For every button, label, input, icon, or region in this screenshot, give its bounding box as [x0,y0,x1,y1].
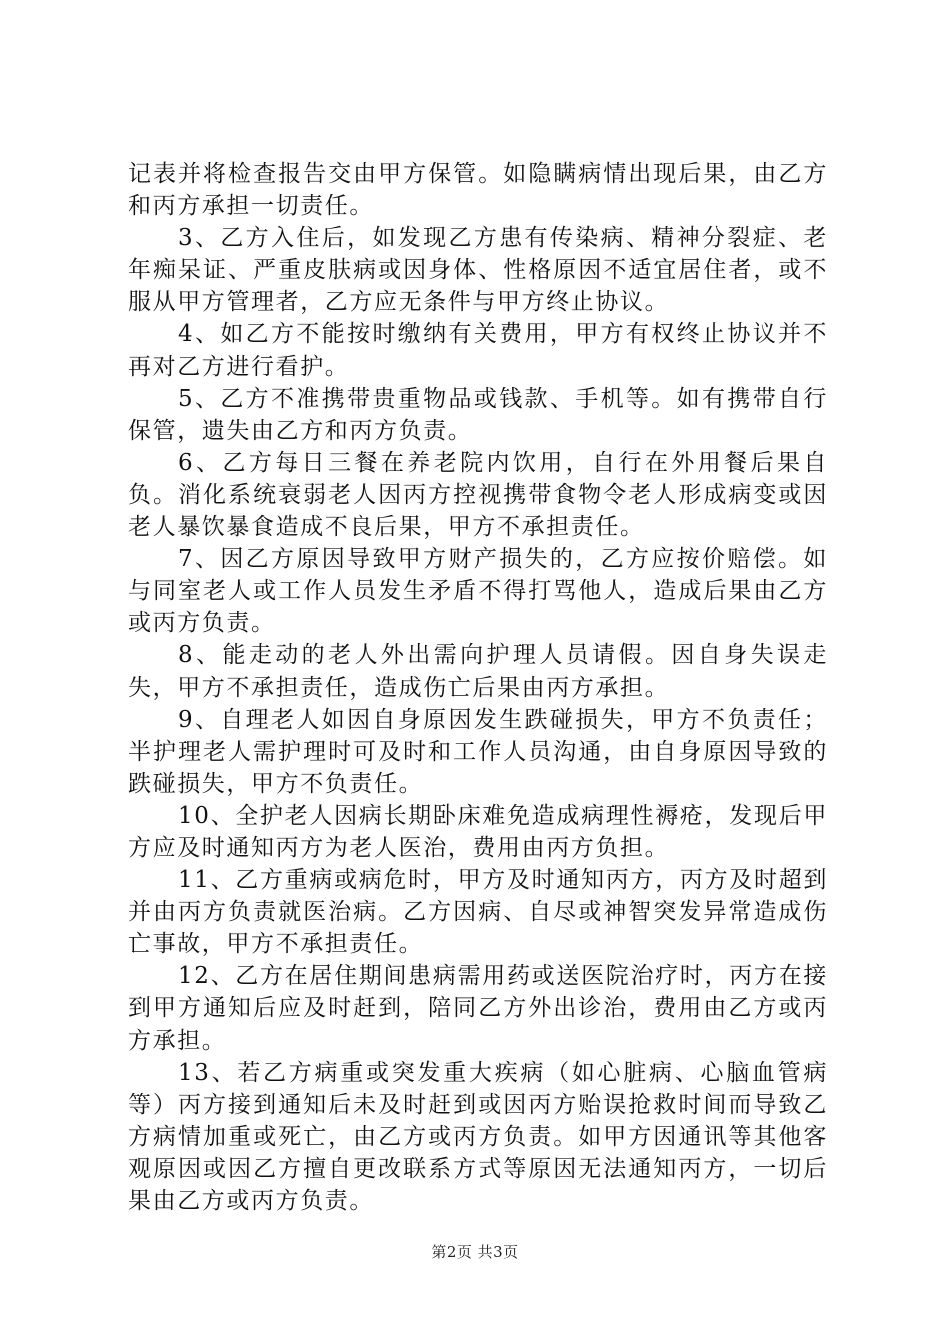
clause-7: 7、因乙方原因导致甲方财产损失的，乙方应按价赔偿。如与同室老人或工作人员发生矛盾不得打骂他人，造成后果由乙方或丙方负责。 [128,546,828,637]
clause-10: 10、全护老人因病长期卧床难免造成病理性褥疮，发现后甲方应及时通知丙方为老人医治，费用由丙方负担。 [128,802,828,861]
page-number: 第2页 共3页 [431,1243,519,1261]
clause-8: 8、能走动的老人外出需向护理人员请假。因自身失误走失，甲方不承担责任，造成伤亡后果由丙方承担。 [128,642,828,701]
paragraph-continuation: 记表并将检查报告交由甲方保管。如隐瞒病情出现后果，由乙方和丙方承担一切责任。 [128,161,828,220]
clause-9: 9、自理老人如因自身原因发生跌碰损失，甲方不负责任；半护理老人需护理时可及时和工作人员沟通，由自身原因导致的跌碰损失，甲方不负责任。 [128,706,828,797]
page-footer [0,1241,950,1262]
clause-4: 4、如乙方不能按时缴纳有关费用，甲方有权终止协议并不再对乙方进行看护。 [128,321,828,380]
clause-3: 3、乙方入住后，如发现乙方患有传染病、精神分裂症、老年痴呆证、严重皮肤病或因身体、性格原因不适宜居住者，或不服从甲方管理者，乙方应无条件与甲方终止协议。 [128,225,828,316]
clause-5: 5、乙方不准携带贵重物品或钱款、手机等。如有携带自行保管，遗失由乙方和丙方负责。 [128,385,828,444]
clause-11: 11、乙方重病或病危时，甲方及时通知丙方，丙方及时超到并由丙方负责就医治病。乙方因病、自尽或神智突发异常造成伤亡事故，甲方不承担责任。 [128,867,828,958]
clause-12: 12、乙方在居住期间患病需用药或送医院治疗时，丙方在接到甲方通知后应及时赶到，陪同乙方外出诊治，费用由乙方或丙方承担。 [128,963,828,1054]
document-body [128,158,828,1217]
clause-6: 6、乙方每日三餐在养老院内饮用，自行在外用餐后果自负。消化系统衰弱老人因丙方控视携带食物令老人形成病变或因老人暴饮暴食造成不良后果，甲方不承担责任。 [128,449,828,541]
clause-13: 13、若乙方病重或突发重大疾病（如心脏病、心脑血管病等）丙方接到通知后未及时赶到或因丙方贻误抢救时间而导致乙方病情加重或死亡，由乙方或丙方负责。如甲方因通讯等其他客观原因或因乙方擅自更改联系方式等原因无法通知丙方，一切后果由乙方或丙方负责。 [128,1059,828,1214]
